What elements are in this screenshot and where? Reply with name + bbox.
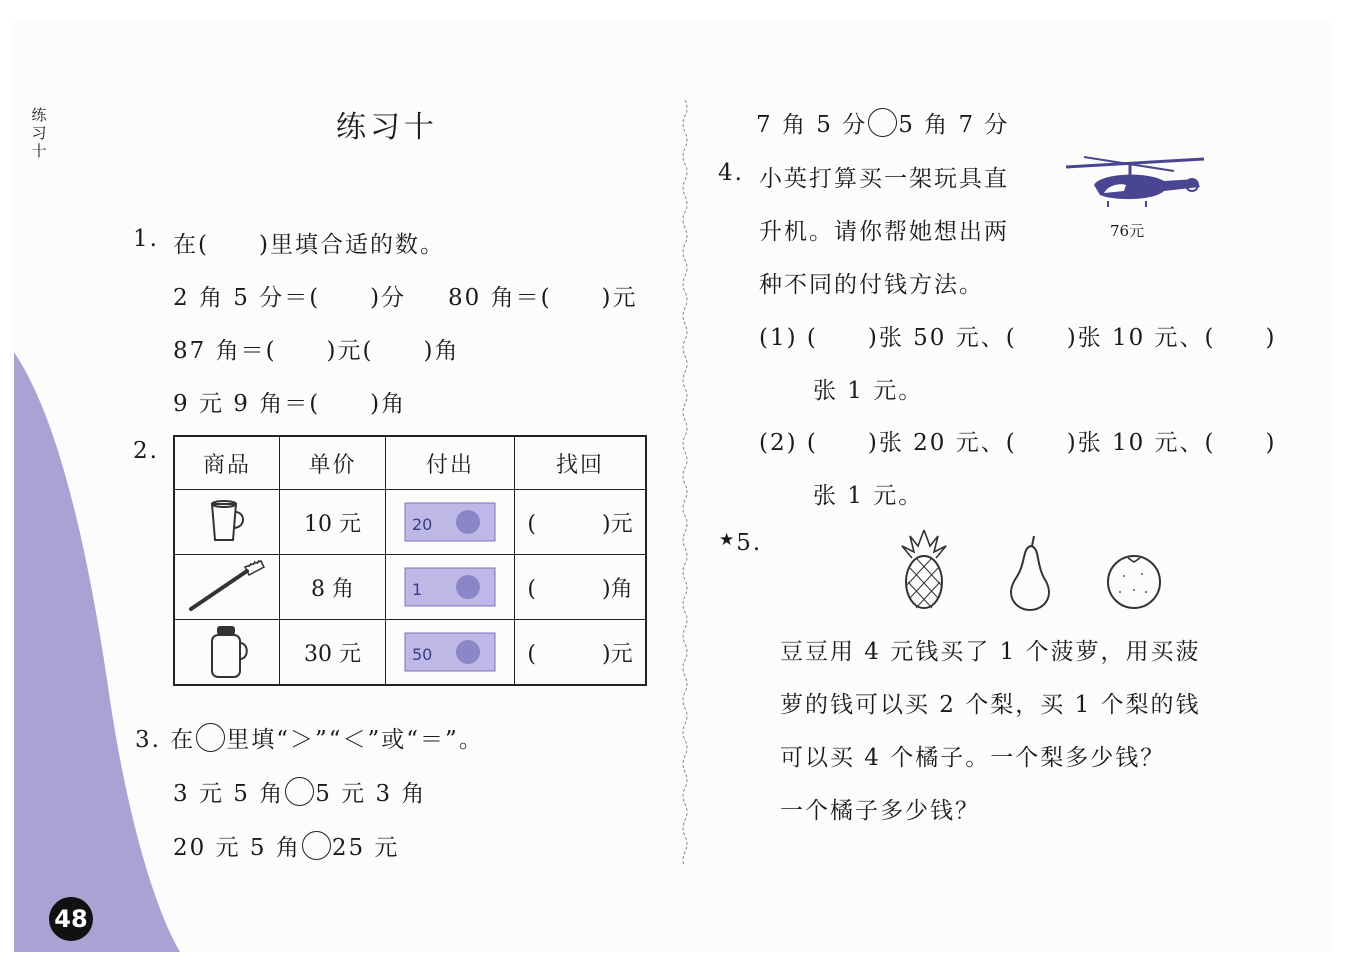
item-cell (174, 620, 280, 686)
thermos-icon (203, 623, 251, 681)
pair-right: 25 元 (331, 835, 400, 861)
q1-line2: 87 角＝( )元( )角 (173, 338, 460, 364)
q3-pair-2 (173, 829, 399, 862)
q5-number: 5. (736, 530, 763, 556)
banknote-icon (404, 502, 496, 542)
q3-pair-1 (173, 775, 426, 808)
table-row (174, 620, 646, 686)
item-cell (174, 490, 280, 555)
pineapple-icon (896, 528, 952, 610)
q1-line1a: 2 角 5 分＝( )分 (173, 285, 407, 311)
banknote-icon (404, 632, 496, 672)
page-divider (678, 100, 692, 865)
q5-line2: 萝的钱可以买 2 个梨，买 1 个梨的钱 (780, 692, 1201, 718)
q4-line3: 种不同的付钱方法。 (759, 272, 984, 298)
price-table (173, 435, 647, 686)
q4-option1-end: 张 1 元。 (813, 378, 924, 404)
pair-left: 20 元 5 角 (173, 835, 301, 861)
page-number: 48 (49, 897, 93, 941)
pair-right: 5 元 3 角 (315, 781, 427, 807)
q4-line2: 升机。请你帮她想出两 (759, 219, 1009, 245)
page-title: 练习十 (336, 110, 438, 145)
compare-circle (196, 723, 225, 752)
margin-label: 练习十 (31, 106, 47, 160)
q3-prompt-a: 在 (170, 727, 196, 753)
table-row (174, 555, 646, 620)
q3-prompt-b: 里填“＞”“＜”或“＝”。 (226, 727, 484, 753)
paid-cell (386, 490, 515, 555)
toothbrush-icon (187, 559, 267, 615)
q3-pair-3 (756, 106, 1009, 139)
paid-cell (386, 555, 515, 620)
q1-line3: 9 元 9 角＝( )角 (173, 391, 407, 417)
table-row (174, 490, 646, 555)
price-cell: 8 角 (280, 555, 386, 620)
q3-prompt (135, 721, 484, 754)
q5-label (719, 530, 762, 556)
note-value: 1 (412, 580, 423, 599)
pair-left: 3 元 5 角 (173, 781, 285, 807)
banknote-icon (404, 567, 496, 607)
compare-circle (868, 108, 897, 137)
pair-left: 7 角 5 分 (756, 112, 868, 138)
q5-line3: 可以买 4 个橘子。一个梨多少钱？ (780, 745, 1166, 771)
change-cell: ( )元 (515, 490, 647, 555)
q1-line1b: 80 角＝( )元 (448, 285, 638, 311)
q1-number: 1. (133, 226, 159, 252)
item-cell (174, 555, 280, 620)
paid-cell (386, 620, 515, 686)
header-change: 找回 (515, 436, 647, 490)
header-price: 单价 (280, 436, 386, 490)
q1-prompt: 在( )里填合适的数。 (173, 232, 445, 258)
q4-number: 4. (718, 160, 744, 186)
note-value: 50 (412, 645, 433, 664)
change-cell: ( )角 (515, 555, 647, 620)
price-cell: 10 元 (280, 490, 386, 555)
compare-circle (302, 831, 331, 860)
pair-right: 5 角 7 分 (898, 112, 1010, 138)
pear-icon (1004, 534, 1056, 612)
q4-option2-end: 张 1 元。 (813, 483, 924, 509)
table-header-row (174, 436, 646, 490)
cup-icon (204, 498, 250, 546)
note-value: 20 (412, 515, 433, 534)
price-cell: 30 元 (280, 620, 386, 686)
orange-icon (1104, 552, 1164, 610)
q4-option2: (2) ( )张 20 元、( )张 10 元、( ) (759, 430, 1277, 456)
helicopter-price-tag: 76元 (1110, 222, 1145, 240)
q2-number: 2. (133, 438, 159, 464)
q3-number: 3. (135, 727, 161, 753)
change-cell: ( )元 (515, 620, 647, 686)
q5-line1: 豆豆用 4 元钱买了 1 个菠萝，用买菠 (780, 639, 1201, 665)
q4-line1: 小英打算买一架玩具直 (759, 166, 1009, 192)
header-paid: 付出 (386, 436, 515, 490)
q5-line4: 一个橘子多少钱？ (780, 798, 980, 824)
helicopter-icon (1064, 155, 1208, 215)
star-icon: ★ (719, 530, 737, 550)
q4-option1: (1) ( )张 50 元、( )张 10 元、( ) (759, 325, 1277, 351)
header-item: 商品 (174, 436, 280, 490)
compare-circle (285, 777, 314, 806)
